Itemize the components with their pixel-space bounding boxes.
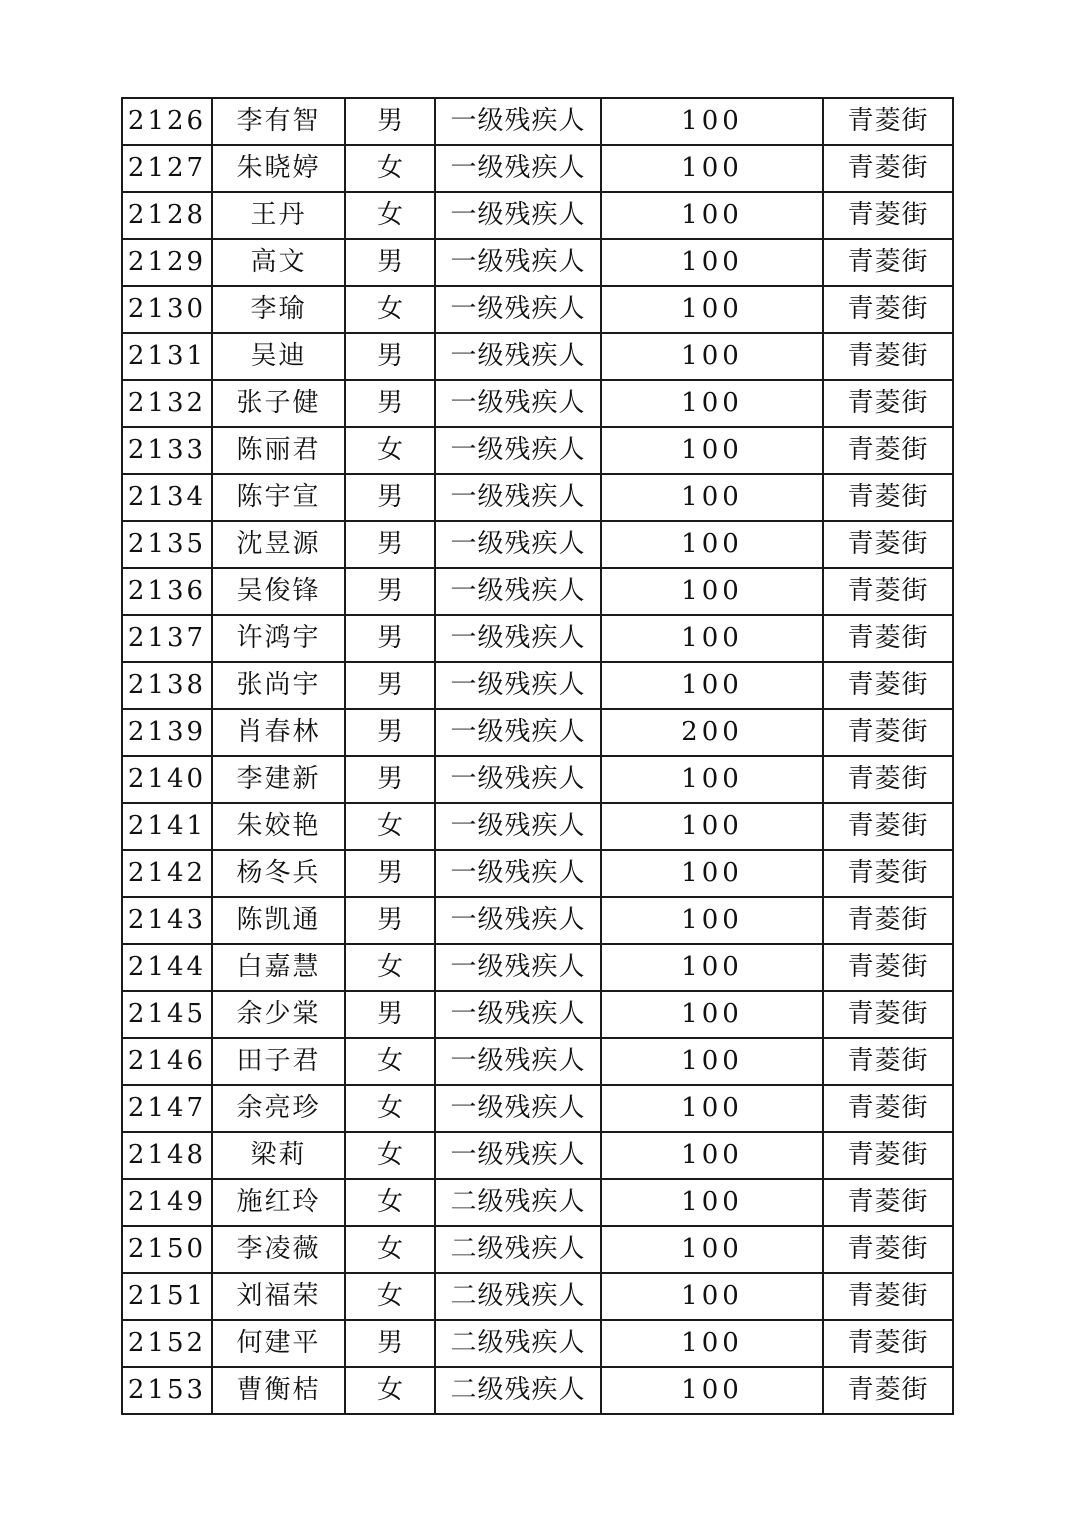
amount-cell: 100 [601, 286, 823, 333]
name-cell: 李凌薇 [212, 1226, 345, 1273]
gender-cell: 男 [345, 662, 435, 709]
street-cell: 青菱街 [823, 803, 953, 850]
amount-cell: 100 [601, 427, 823, 474]
disability-level-cell: 一级残疾人 [435, 333, 601, 380]
name-cell: 朱晓婷 [212, 145, 345, 192]
amount-cell: 100 [601, 145, 823, 192]
table-row [122, 568, 953, 615]
table-row [122, 427, 953, 474]
serial-number-cell: 2143 [122, 897, 212, 944]
street-cell: 青菱街 [823, 1179, 953, 1226]
table-row [122, 944, 953, 991]
amount-cell: 100 [601, 756, 823, 803]
street-cell: 青菱街 [823, 1132, 953, 1179]
serial-number-cell: 2139 [122, 709, 212, 756]
disability-level-cell: 二级残疾人 [435, 1226, 601, 1273]
name-cell: 王丹 [212, 192, 345, 239]
name-cell: 陈丽君 [212, 427, 345, 474]
name-cell: 余亮珍 [212, 1085, 345, 1132]
name-cell: 杨冬兵 [212, 850, 345, 897]
table-row [122, 1038, 953, 1085]
serial-number-cell: 2131 [122, 333, 212, 380]
gender-cell: 女 [345, 1226, 435, 1273]
table-row [122, 380, 953, 427]
gender-cell: 女 [345, 1179, 435, 1226]
disability-level-cell: 一级残疾人 [435, 1038, 601, 1085]
name-cell: 田子君 [212, 1038, 345, 1085]
disability-level-cell: 一级残疾人 [435, 521, 601, 568]
street-cell: 青菱街 [823, 521, 953, 568]
name-cell: 张尚宇 [212, 662, 345, 709]
street-cell: 青菱街 [823, 1038, 953, 1085]
table-row [122, 1179, 953, 1226]
street-cell: 青菱街 [823, 709, 953, 756]
gender-cell: 女 [345, 286, 435, 333]
serial-number-cell: 2128 [122, 192, 212, 239]
table-row [122, 239, 953, 286]
disability-level-cell: 一级残疾人 [435, 709, 601, 756]
name-cell: 吴俊锋 [212, 568, 345, 615]
table-row [122, 1132, 953, 1179]
street-cell: 青菱街 [823, 286, 953, 333]
table-row [122, 662, 953, 709]
serial-number-cell: 2135 [122, 521, 212, 568]
serial-number-cell: 2153 [122, 1367, 212, 1414]
table-row [122, 1273, 953, 1320]
serial-number-cell: 2148 [122, 1132, 212, 1179]
gender-cell: 女 [345, 1367, 435, 1414]
disability-level-cell: 一级残疾人 [435, 286, 601, 333]
disability-level-cell: 二级残疾人 [435, 1273, 601, 1320]
table-row [122, 286, 953, 333]
amount-cell: 100 [601, 662, 823, 709]
table-row [122, 991, 953, 1038]
street-cell: 青菱街 [823, 944, 953, 991]
gender-cell: 男 [345, 756, 435, 803]
disability-level-cell: 二级残疾人 [435, 1179, 601, 1226]
table-row [122, 474, 953, 521]
amount-cell: 100 [601, 98, 823, 145]
table-row [122, 1367, 953, 1414]
disability-level-cell: 一级残疾人 [435, 991, 601, 1038]
serial-number-cell: 2133 [122, 427, 212, 474]
table-row [122, 897, 953, 944]
serial-number-cell: 2144 [122, 944, 212, 991]
disability-level-cell: 一级残疾人 [435, 897, 601, 944]
disability-level-cell: 一级残疾人 [435, 427, 601, 474]
name-cell: 朱姣艳 [212, 803, 345, 850]
gender-cell: 女 [345, 944, 435, 991]
disability-level-cell: 一级残疾人 [435, 380, 601, 427]
amount-cell: 100 [601, 991, 823, 1038]
disability-level-cell: 一级残疾人 [435, 474, 601, 521]
disability-level-cell: 二级残疾人 [435, 1320, 601, 1367]
document-page [121, 97, 952, 1415]
disability-level-cell: 一级残疾人 [435, 98, 601, 145]
table-row [122, 850, 953, 897]
name-cell: 梁莉 [212, 1132, 345, 1179]
name-cell: 何建平 [212, 1320, 345, 1367]
disability-level-cell: 一级残疾人 [435, 615, 601, 662]
disability-level-cell: 一级残疾人 [435, 1132, 601, 1179]
amount-cell: 100 [601, 474, 823, 521]
amount-cell: 100 [601, 1132, 823, 1179]
gender-cell: 男 [345, 615, 435, 662]
table-row [122, 615, 953, 662]
street-cell: 青菱街 [823, 897, 953, 944]
disability-level-cell: 一级残疾人 [435, 1085, 601, 1132]
street-cell: 青菱街 [823, 756, 953, 803]
amount-cell: 100 [601, 615, 823, 662]
disability-level-cell: 一级残疾人 [435, 568, 601, 615]
serial-number-cell: 2136 [122, 568, 212, 615]
street-cell: 青菱街 [823, 1273, 953, 1320]
serial-number-cell: 2149 [122, 1179, 212, 1226]
gender-cell: 女 [345, 1085, 435, 1132]
name-cell: 余少棠 [212, 991, 345, 1038]
table-row [122, 333, 953, 380]
serial-number-cell: 2151 [122, 1273, 212, 1320]
street-cell: 青菱街 [823, 615, 953, 662]
table-row [122, 1085, 953, 1132]
street-cell: 青菱街 [823, 1367, 953, 1414]
disability-level-cell: 一级残疾人 [435, 239, 601, 286]
amount-cell: 100 [601, 1273, 823, 1320]
disability-level-cell: 一级残疾人 [435, 192, 601, 239]
amount-cell: 100 [601, 803, 823, 850]
roster-table-body [122, 98, 953, 1414]
table-row [122, 98, 953, 145]
serial-number-cell: 2134 [122, 474, 212, 521]
amount-cell: 100 [601, 1320, 823, 1367]
disability-level-cell: 一级残疾人 [435, 662, 601, 709]
amount-cell: 100 [601, 1038, 823, 1085]
gender-cell: 女 [345, 1273, 435, 1320]
disability-level-cell: 一级残疾人 [435, 145, 601, 192]
name-cell: 施红玲 [212, 1179, 345, 1226]
table-row [122, 145, 953, 192]
amount-cell: 100 [601, 944, 823, 991]
name-cell: 李瑜 [212, 286, 345, 333]
street-cell: 青菱街 [823, 474, 953, 521]
amount-cell: 100 [601, 897, 823, 944]
street-cell: 青菱街 [823, 1085, 953, 1132]
disability-level-cell: 二级残疾人 [435, 1367, 601, 1414]
name-cell: 高文 [212, 239, 345, 286]
gender-cell: 男 [345, 98, 435, 145]
disability-level-cell: 一级残疾人 [435, 850, 601, 897]
serial-number-cell: 2127 [122, 145, 212, 192]
street-cell: 青菱街 [823, 991, 953, 1038]
serial-number-cell: 2145 [122, 991, 212, 1038]
gender-cell: 男 [345, 568, 435, 615]
name-cell: 曹衡桔 [212, 1367, 345, 1414]
street-cell: 青菱街 [823, 427, 953, 474]
gender-cell: 男 [345, 474, 435, 521]
serial-number-cell: 2141 [122, 803, 212, 850]
name-cell: 陈宇宣 [212, 474, 345, 521]
serial-number-cell: 2147 [122, 1085, 212, 1132]
serial-number-cell: 2142 [122, 850, 212, 897]
amount-cell: 100 [601, 521, 823, 568]
name-cell: 李建新 [212, 756, 345, 803]
table-row [122, 192, 953, 239]
name-cell: 吴迪 [212, 333, 345, 380]
serial-number-cell: 2152 [122, 1320, 212, 1367]
table-row [122, 521, 953, 568]
table-row [122, 709, 953, 756]
name-cell: 李有智 [212, 98, 345, 145]
amount-cell: 100 [601, 850, 823, 897]
gender-cell: 男 [345, 709, 435, 756]
name-cell: 沈昱源 [212, 521, 345, 568]
gender-cell: 男 [345, 897, 435, 944]
street-cell: 青菱街 [823, 239, 953, 286]
gender-cell: 男 [345, 380, 435, 427]
amount-cell: 100 [601, 568, 823, 615]
serial-number-cell: 2132 [122, 380, 212, 427]
gender-cell: 男 [345, 991, 435, 1038]
gender-cell: 女 [345, 427, 435, 474]
table-row [122, 803, 953, 850]
gender-cell: 女 [345, 192, 435, 239]
amount-cell: 100 [601, 1226, 823, 1273]
serial-number-cell: 2150 [122, 1226, 212, 1273]
disability-level-cell: 一级残疾人 [435, 756, 601, 803]
gender-cell: 男 [345, 850, 435, 897]
gender-cell: 男 [345, 1320, 435, 1367]
name-cell: 肖春林 [212, 709, 345, 756]
street-cell: 青菱街 [823, 192, 953, 239]
table-row [122, 756, 953, 803]
amount-cell: 100 [601, 333, 823, 380]
amount-cell: 100 [601, 239, 823, 286]
gender-cell: 男 [345, 333, 435, 380]
street-cell: 青菱街 [823, 333, 953, 380]
table-row [122, 1320, 953, 1367]
gender-cell: 男 [345, 239, 435, 286]
gender-cell: 女 [345, 145, 435, 192]
serial-number-cell: 2146 [122, 1038, 212, 1085]
amount-cell: 100 [601, 1367, 823, 1414]
street-cell: 青菱街 [823, 662, 953, 709]
serial-number-cell: 2137 [122, 615, 212, 662]
name-cell: 张子健 [212, 380, 345, 427]
gender-cell: 男 [345, 521, 435, 568]
name-cell: 陈凯通 [212, 897, 345, 944]
amount-cell: 100 [601, 1179, 823, 1226]
serial-number-cell: 2138 [122, 662, 212, 709]
street-cell: 青菱街 [823, 1320, 953, 1367]
disability-level-cell: 一级残疾人 [435, 803, 601, 850]
street-cell: 青菱街 [823, 1226, 953, 1273]
serial-number-cell: 2130 [122, 286, 212, 333]
gender-cell: 女 [345, 1132, 435, 1179]
amount-cell: 100 [601, 380, 823, 427]
name-cell: 白嘉慧 [212, 944, 345, 991]
street-cell: 青菱街 [823, 145, 953, 192]
gender-cell: 女 [345, 803, 435, 850]
roster-table [121, 97, 954, 1415]
serial-number-cell: 2129 [122, 239, 212, 286]
name-cell: 刘福荣 [212, 1273, 345, 1320]
disability-level-cell: 一级残疾人 [435, 944, 601, 991]
amount-cell: 100 [601, 1085, 823, 1132]
serial-number-cell: 2140 [122, 756, 212, 803]
amount-cell: 100 [601, 192, 823, 239]
table-row [122, 1226, 953, 1273]
name-cell: 许鸿宇 [212, 615, 345, 662]
street-cell: 青菱街 [823, 850, 953, 897]
serial-number-cell: 2126 [122, 98, 212, 145]
street-cell: 青菱街 [823, 568, 953, 615]
amount-cell: 200 [601, 709, 823, 756]
street-cell: 青菱街 [823, 98, 953, 145]
gender-cell: 女 [345, 1038, 435, 1085]
street-cell: 青菱街 [823, 380, 953, 427]
